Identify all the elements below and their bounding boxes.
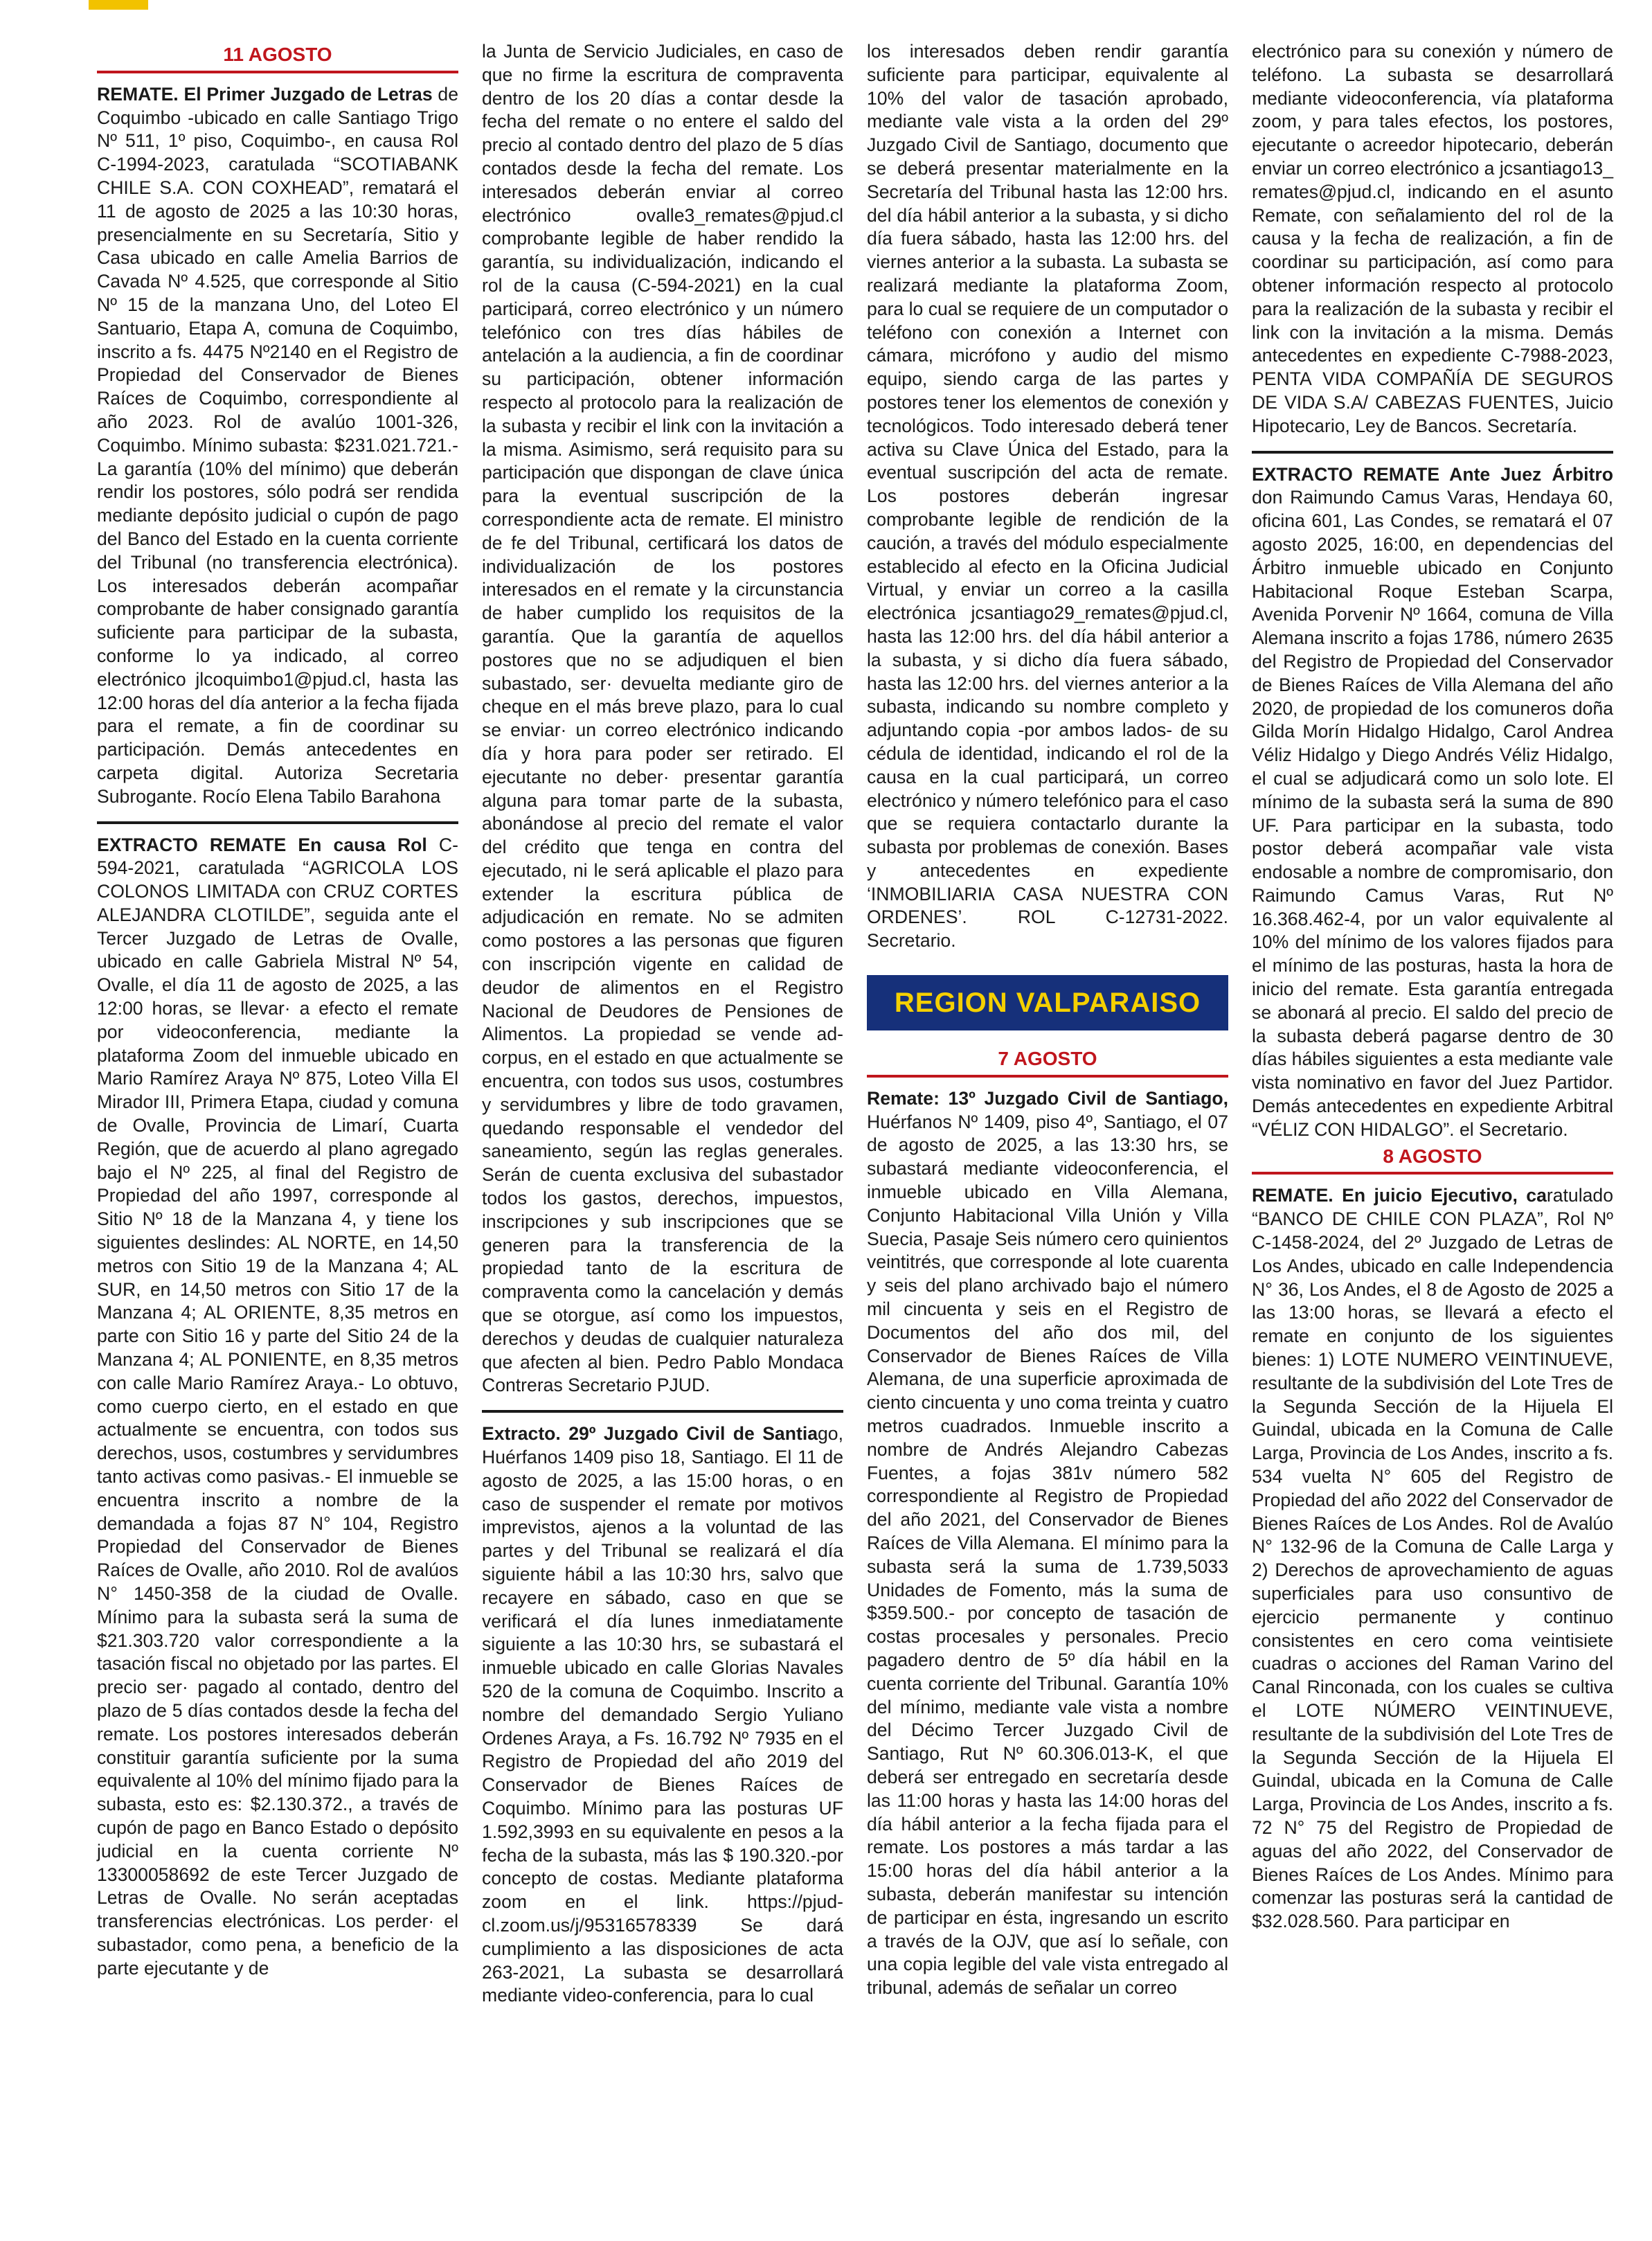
notice-paragraph bbox=[1252, 40, 1613, 438]
legal-notice bbox=[97, 83, 458, 809]
notice-paragraph bbox=[1252, 463, 1613, 1142]
notice-body: don Raimundo Camus Varas, Hendaya 60, oficina 601, Las Condes, se rematará el 07 agosto 2025, 16:00, en dependencias del Árbitro inmueble ubicado en Conjunto Habitacional Roque Esteban Scarpa, Avenida Porvenir Nº 1664, comuna de Villa Alemana inscrito a fojas 1786, número 2635 del Registro de Propiedad del Conservador de Bienes Raíces de Villa Alemana del año 2020, de propiedad de los comuneros doña Gilda Morín Hidalgo Hidalgo, Carol Andrea Véliz Hidalgo y Diego Andrés Véliz Hidalgo, el cual se adjudicará como un solo lote. El mínimo de la subasta será la suma de 890 UF. Para participar en la subasta, todo postor deberá acompañar vale vista endosable a nombre de compromisario, don Raimundo Camus Varas, Rut Nº 16.368.462-4, por un valor equivalente al 10% del mínimo de los valores fijados para el mínimo de las posturas, hasta la hora de inicio del remate. Esta garantía entregada se abonará al precio. El saldo del precio de la subasta deberá pagarse dentro de 30 días hábiles siguientes a esta mediante vale vista nominativo en favor del Juez Partidor. Demás antecedentes en expediente Arbitral “VÉLIZ CON HIDALGO”. el Secretario. bbox=[1252, 487, 1613, 1140]
notice-lead: Remate: 13º Juzgado Civil de Santiago, bbox=[867, 1087, 1228, 1109]
notice-paragraph bbox=[482, 1422, 843, 2008]
notice-body: los interesados deben rendir garantía suficiente para participar, equivalente al 10% del valor de tasación aprobado, mediante vale vista a la orden del 29º Juzgado Civil de Santiago, documento que se deberá presentar materialmente en la Secretaría del Tribunal hasta las 12:00 hrs. del día hábil anterior a la subasta, y si dicho día fuera sábado, hasta las 12:00 hrs. del viernes anterior a la subasta. La subasta se realizará mediante la plataforma Zoom, para lo cual se requiere de un computador o teléfono con conexión a Internet con cámara, micrófono y audio del mismo equipo, siendo carga de las partes y postores tener los elementos de conexión y tecnológicos. Todo interesado deberá tener activa su Clave Única del Estado, para la eventual suscripción del acta de remate. Los postores deberán ingresar comprobante legible de rendición de la caución, a través del módulo especialmente establecido al efecto en la Oficina Judicial Virtual, y enviar un correo a la casilla electrónica jcsantiago29_remates@pjud.cl, hasta las 12:00 hrs. del día hábil anterior a la subasta, y si dicho día fuera sábado, hasta las 12:00 hrs. del viernes anterior a la subasta, indicando su nombre completo y adjuntando copia -por ambos lados- de su cédula de identidad, indicando el rol de la causa en la cual participará, un correo electrónico y número telefónico para el caso que se requiera contactarlo durante la subasta por problemas de conexión. Bases y antecedentes en expediente ‘INMOBILIARIA CASA NUESTRA CON ORDENES’. ROL C-12731-2022. Secretario. bbox=[867, 41, 1228, 952]
date-heading: 8 AGOSTO bbox=[1252, 1145, 1613, 1175]
date-heading: 11 AGOSTO bbox=[97, 43, 458, 73]
notice-paragraph bbox=[97, 83, 458, 809]
notice-body: electrónico para su conexión y número de teléfono. La subasta se desarrollará mediante videoconferencia, vía plataforma zoom, y para tales efectos, los postores, ejecutante o acreedor hipotecario, deberán enviar un correo electrónico a jcsantiago13_ remates@pjud.cl, indicando en el asunto Remate, con señalamiento del rol de la causa y la fecha de realización, a fin de coordinar su participación, así como para obtener información respecto al protocolo para la realización de la subasta y recibir el link con la invitación a la misma. Demás antecedentes en expediente C-7988-2023, PENTA VIDA COMPAÑÍA DE SEGUROS DE VIDA S.A/ CABEZAS FUENTES, Juicio Hipotecario, Ley de Bancos. Secretaría. bbox=[1252, 41, 1613, 436]
notice-divider bbox=[97, 821, 458, 824]
legal-notice bbox=[482, 1422, 843, 2008]
notice-body: Huérfanos Nº 1409, piso 4º, Santiago, el 07 de agosto de 2025, a las 13:30 hrs, se subastará mediante videoconferencia, el inmueble ubicado en Villa Alemana, Conjunto Habitacional Villa Unión y Villa Suecia, Pasaje Seis número cero quinientos veintitrés, que corresponde al lote cuarenta y seis del plano archivado bajo el número mil cincuenta y seis en el Registro de Documentos del año dos mil, del Conservador de Bienes Raíces de Villa Alemana, de una superficie aproximada de ciento cincuenta y uno coma treinta y cuatro metros cuadrados. Inmueble inscrito a nombre de Andrés Alejandro Cabezas Fuentes, a fojas 381v número 582 correspondiente al Registro de Propiedad del año 2021, del Conservador de Bienes Raíces de Villa Alemana. El mínimo para la subasta será la suma de 1.739,5033 Unidades de Fomento, más la suma de $359.500.- por concepto de tasación de costas procesales y personales. Precio pagadero dentro de 5º día hábil en la cuenta corriente del Tribunal. Garantía 10% del mínimo, mediante vale vista a nombre del Décimo Tercer Juzgado Civil de Santiago, Rut Nº 60.306.013-K, el que deberá ser entregado en secretaría desde las 11:00 horas y hasta las 14:00 horas del día hábil anterior a la fecha fijada para el remate. Los postores a más tardar a las 15:00 horas del día hábil anterior a la subasta, deberán manifestar su intención de participar en ésta, ingresando un escrito a través de la OJV, que así lo señale, con una copia legible del vale vista entregado al tribunal, además de señalar un correo bbox=[867, 1111, 1228, 1999]
notice-body: la Junta de Servicio Judiciales, en caso de que no firme la escritura de compraventa dentro de los 20 días a contar desde la fecha del remate o no entere el saldo del precio al contado dentro del plazo de 5 días contados desde la fecha del remate. Los interesados deberán enviar al correo electrónico ovalle3_remates@pjud.cl comprobante legible de haber rendido la garantía, su individualización, indicando el rol de la causa (C-594-2021) en la cual participará, correo electrónico y un número telefónico con tres días hábiles de antelación a la audiencia, a fin de coordinar su participación, obtener información respecto al protocolo para la realización de la subasta y recibir el link con la invitación a la misma. Asimismo, será requisito para su participación que dispongan de clave única para la eventual suscripción de la correspondiente acta de remate. El ministro de fe del Tribunal, certificará los datos de individualización de los postores interesados en el remate y la circunstancia de haber cumplido los requisitos de la garantía. Que la garantía de aquellos postores que no se adjudiquen el bien subastado, ser· devuelta mediante giro de cheque en el más breve plazo, para lo cual se enviar· un correo electrónico indicando día y hora para poder ser retirado. El ejecutante no deber· presentar garantía alguna para tomar parte de la subasta, abonándose al precio del remate el valor del crédito que tenga en contra del ejecutado, ni le será aplicable el plazo para extender la escritura pública de adjudicación en remate. No se admiten como postores a las personas que figuren con inscripción vigente en calidad de deudor de alimentos en el Registro Nacional de Deudores de Pensiones de Alimentos. La propiedad se vende ad-corpus, en el estado en que actualmente se encuentra, con todos sus usos, costumbres y servidumbres y libre de todo gravamen, quedando responsable el vendedor del saneamiento, según las reglas generales. Serán de cuenta exclusiva del subastador todos los gastos, derechos, impuestos, inscripciones y sub inscripciones que se generen para la transferencia de la propiedad tanto de la escritura de compraventa como la cancelación y demás que se otorgue, así como los impuestos, derechos y deudas de cualquier naturaleza que afecten al bien. Pedro Pablo Mondaca Contreras Secretario PJUD. bbox=[482, 41, 843, 1396]
notice-paragraph bbox=[482, 40, 843, 1398]
notice-lead: REMATE. El Primer Juzgado de Letras bbox=[97, 83, 433, 105]
legal-notice bbox=[867, 40, 1228, 953]
notice-paragraph bbox=[867, 40, 1228, 953]
notice-paragraph bbox=[1252, 1184, 1613, 1934]
notice-lead: REMATE. En juicio Ejecutivo, ca bbox=[1252, 1185, 1547, 1206]
date-heading: 7 AGOSTO bbox=[867, 1047, 1228, 1078]
legal-notice bbox=[867, 1087, 1228, 2000]
notice-body: de Coquimbo -ubicado en calle Santiago Trigo Nº 511, 1º piso, Coquimbo-, en causa Rol C-1994-2023, caratulada “SCOTIABANK CHILE S.A. CON COXHEAD”, rematará el 11 de agosto de 2025 a las 10:30 horas, presencialmente en su Secretaría, Sitio y Casa ubicado en calle Amelia Barrios de Cavada Nº 4.525, que corresponde al Sitio Nº 15 de la manzana Uno, del Loteo El Santuario, Etapa A, comuna de Coquimbo, inscrito a fs. 4475 Nº2140 en el Registro de Propiedad del Conservador de Bienes Raíces de Coquimbo, correspondiente al año 2023. Rol de avalúo 1001-326, Coquimbo. Mínimo subasta: $231.021.721.- La garantía (10% del mínimo) que deberán rendir los postores, sólo podrá ser rendida mediante depósito judicial o cupón de pago del Banco del Estado en la cuenta corriente del Tribunal (no transferencia electrónica). Los interesados deberán acompañar comprobante de haber consignado garantía suficiente para participar de la subasta, conforme lo ya indicado, al correo electrónico jlcoquimbo1@pjud.cl, hasta las 12:00 horas del día anterior a la fecha fijada para el remate, a fin de coordinar su participación. Demás antecedentes en carpeta digital. Autoriza Secretaria Subrogante. Rocío Elena Tabilo Barahona bbox=[97, 83, 458, 807]
notice-lead: EXTRACTO REMATE Ante Juez Árbitro bbox=[1252, 463, 1613, 485]
legal-notice bbox=[1252, 40, 1613, 438]
column-4 bbox=[1252, 40, 1613, 1934]
notice-lead: EXTRACTO REMATE En causa Rol bbox=[97, 834, 427, 855]
notice-body: go, Huérfanos 1409 piso 18, Santiago. El 11 de agosto de 2025, a las 15:00 horas, o en caso de suspender el remate por motivos imprevistos, ajenos a la voluntad de las partes y del Tribunal se realizará el día siguiente hábil a las 10:30 hrs, salvo que recayere en sábado, caso en que se verificará el día lunes inmediatamente siguiente a las 10:30 hrs, se subastará el inmueble ubicado en calle Glorias Navales 520 de la comuna de Coquimbo. Inscrito a nombre del demandado Sergio Yuliano Ordenes Araya, a Fs. 16.792 Nº 7935 en el Registro de Propiedad del año 2019 del Conservador de Bienes Raíces de Coquimbo. Mínimo para las posturas UF 1.592,3993 en su equivalente en pesos a la fecha de la subasta, más las $ 190.320.-por concepto de costas. Mediante plataforma zoom en el link. https://pjud-cl.zoom.us/j/95316578339 Se dará cumplimiento a las disposiciones de acta 263-2021, La subasta se desarrollará mediante video-conferencia, para lo cual bbox=[482, 1423, 843, 2006]
column-1 bbox=[97, 40, 458, 1981]
column-2 bbox=[482, 40, 843, 2008]
legal-notice bbox=[1252, 463, 1613, 1142]
notice-body: C-594-2021, caratulada “AGRICOLA LOS COLONOS LIMITADA con CRUZ CORTES ALEJANDRA CLOTILDE”, seguida ante el Tercer Juzgado de Letras de Ovalle, ubicado en calle Gabriela Mistral Nº 54, Ovalle, el día 11 de agosto de 2025, a las 12:00 horas, se llevar· a efecto el remate por videoconferencia, mediante la plataforma Zoom del inmueble ubicado en Mario Ramírez Araya Nº 875, Loteo Villa El Mirador III, Primera Etapa, ciudad y comuna de Ovalle, Provincia de Limarí, Cuarta Región, que de acuerdo al plano agregado bajo el Nº 225, al final del Registro de Propiedad del año 1997, corresponde al Sitio Nº 18 de la Manzana 4, y tiene los siguientes deslindes: AL NORTE, en 14,50 metros con Sitio 19 de la Manzana 4; AL SUR, en 14,50 metros con Sitio 17 de la Manzana 4; AL ORIENTE, 8,35 metros en parte con Sitio 16 y parte del Sitio 24 de la Manzana 4; AL PONIENTE, en 8,35 metros con calle Mario Ramírez Araya.- Lo obtuvo, como cuerpo cierto, en el estado en que actualmente se encuentra, con todos sus derechos, usos, costumbres y servidumbres tanto activas como pasivas.- El inmueble se encuentra inscrito a nombre de la demandada a fojas 87 N° 104, Registro Propiedad del Conservador de Bienes Raíces de Ovalle, año 2010. Rol de avalúos N° 1450-358 de la ciudad de Ovalle. Mínimo para la subasta será la suma de $21.303.720 valor correspondiente a la tasación fiscal no objetado por las partes. El precio ser· pagado al contado, dentro del plazo de 5 días contados desde la fecha del remate. Los postores interesados deberán constituir garantía suficiente por la suma equivalente al 10% del mínimo fijado para la subasta, esto es: $2.130.372., a través de cupón de pago en Banco Estado o depósito judicial en la cuenta corriente Nº 13300058692 de este Tercer Juzgado de Letras de Ovalle. No serán aceptadas transferencias electrónicas. Los perder· el subastador, como pena, a beneficio de la parte ejecutante y de bbox=[97, 834, 458, 1979]
notice-body: ratulado “BANCO DE CHILE CON PLAZA”, Rol Nº C-1458-2024, del 2º Juzgado de Letras de Los Andes, ubicado en calle Independencia N° 36, Los Andes, el 8 de Agosto de 2025 a las 13:00 horas, se llevará a efecto el remate en conjunto de los siguientes bienes: 1) LOTE NUMERO VEINTINUEVE, resultante de la subdivisión del Lote Tres de la Segunda Sección de la Hijuela El Guindal, ubicada en la Comuna de Calle Larga, Provincia de Los Andes, inscrito a fs. 534 vuelta N° 605 del Registro de Propiedad del año 2022 del Conservador de Bienes Raíces de Los Andes. Rol de Avalúo N° 132-96 de la Comuna de Calle Larga y 2) Derechos de aprovechamiento de aguas superficiales para uso consuntivo de ejercicio permanente y continuo consistentes en cero coma veintisiete cuadras o acciones del Raman Varino del Canal Rinconada, con los cuales se cultiva el LOTE NÚMERO VEINTINUEVE, resultante de la subdivisión del Lote Tres de la Segunda Sección de la Hijuela El Guindal, ubicada en la Comuna de Calle Larga, Provincia de Los Andes, inscrito a fs. 72 N° 75 del Registro de Propiedad de aguas del año 2022, del Conservador de Bienes Raíces de Los Andes. Mínimo para comenzar las posturas será la cantidad de $32.028.560. Para participar en bbox=[1252, 1185, 1613, 1932]
column-3 bbox=[867, 40, 1228, 2000]
legal-notice bbox=[1252, 1184, 1613, 1934]
region-banner: REGION VALPARAISO bbox=[867, 975, 1228, 1030]
notice-divider bbox=[1252, 451, 1613, 454]
legal-notice bbox=[482, 40, 843, 1398]
top-accent-bar bbox=[89, 0, 148, 10]
notice-lead: Extracto. 29º Juzgado Civil de Santia bbox=[482, 1423, 818, 1445]
notice-divider bbox=[482, 1410, 843, 1413]
legal-notice bbox=[97, 834, 458, 1981]
notice-paragraph bbox=[97, 834, 458, 1981]
notice-paragraph bbox=[867, 1087, 1228, 2000]
